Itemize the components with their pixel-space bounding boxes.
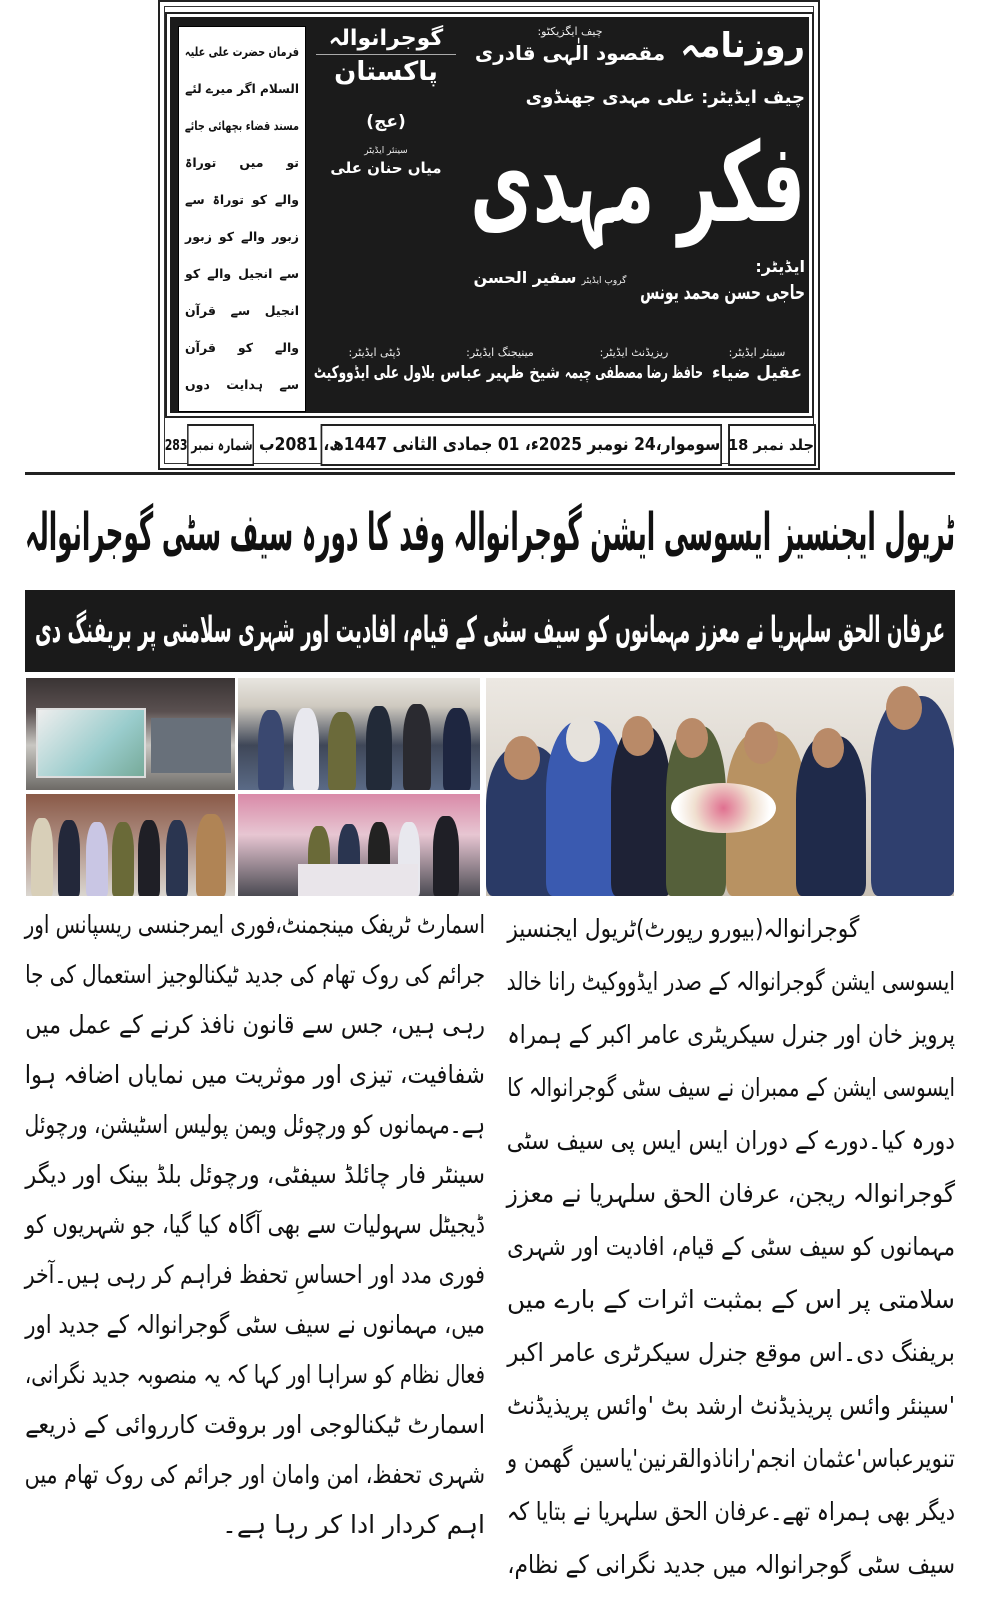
credit-managing-editor — [440, 345, 560, 386]
text-line: سینٹر فار چائلڈ سیفٹی، ورچوئل بلڈ بینک اور دیگر — [25, 1160, 486, 1189]
credit-label: ریزیڈنٹ ایڈیٹر: — [599, 346, 669, 359]
senior-editor-top-name: میاں حنان علی — [330, 159, 442, 177]
quote-line: زبور والے کو زبور — [185, 229, 299, 244]
credit-name: عقیل ضیاء — [711, 363, 803, 383]
text-line: دیگر بھی ہمراہ تھے۔عرفان الحق سلہریا نے بتایا کہ — [506, 1497, 955, 1526]
text-line: اسمارٹ ٹیکنالوجی اور بروقت کارروائی کے ذریعے — [25, 1410, 486, 1439]
monitor-grid — [151, 718, 231, 773]
video-wall-screen — [36, 708, 146, 778]
quote-line: سے ہدایت دوں — [185, 377, 299, 392]
text-line: شفافیت، تیزی اور موثریت میں نمایاں اضافہ ہوا — [24, 1060, 485, 1089]
country: پاکستان — [334, 57, 438, 87]
chief-executive-label: چیف ایگزیکٹو: — [537, 25, 603, 38]
credit-label: مینیجنگ ایڈیٹر: — [466, 346, 534, 359]
subheadline — [35, 590, 945, 672]
chief-executive — [470, 24, 670, 67]
senior-editor-top-label: سینئر ایڈیٹر — [364, 146, 408, 156]
credit-name: شیخ ظہیر عباس — [440, 363, 560, 383]
credit-deputy-editor — [314, 345, 435, 386]
quote-line: تو میں توراۃ — [185, 155, 299, 170]
desk-monitors — [298, 864, 418, 897]
text-line: بریفنگ دی۔اس موقع جنرل سیکرٹری عامر اکبر — [507, 1338, 955, 1367]
text-line: جرائم کی روک تھام کی جدید ٹیکنالوجیز استعمال کی جا — [25, 960, 486, 989]
text-line: سیف سٹی گوجرانوالہ میں جدید نگرانی کے نظام، — [507, 1550, 955, 1579]
location — [316, 24, 456, 89]
volume-number: جلد نمبر 18 — [728, 424, 816, 466]
subheadline-text: عرفان الحق سلہریا نے معزز مہمانوں کو سیف سٹی کے قیام، افادیت اور شہری سلامتی پر بریفنگ دی — [34, 610, 945, 651]
divider — [25, 472, 955, 475]
chief-editor: چیف ایڈیٹر: علی مہدی جھنڈوی — [525, 87, 805, 108]
quote-line: انجیل سے قرآن — [185, 303, 299, 318]
issue-number: شمارہ نمبر 283 — [187, 424, 254, 466]
text-line: ایسوسی ایشن کے ممبران نے سیف سٹی گوجرانوالہ کا — [507, 1073, 955, 1102]
newspaper-title: فکر مہدی — [470, 119, 805, 247]
text-line: ہے۔مہمانوں کو ورچوئل ویمن پولیس اسٹیشن، ورچوئل — [24, 1110, 485, 1139]
headline — [25, 488, 955, 578]
text-line: رہی ہیں، جس سے قانون نافذ کرنے کے عمل میں — [25, 1010, 485, 1039]
daily-label: روزنامہ — [680, 26, 805, 66]
article-column-right — [507, 902, 955, 1591]
text-line: ڈیجیٹل سہولیات سے بھی آگاہ کیا گیا، جو شہریوں کو — [25, 1210, 485, 1239]
text-line: مہمانوں کو سیف سٹی کے قیام، افادیت اور شہری — [507, 1232, 955, 1261]
city: گوجرانوالہ — [316, 24, 456, 55]
chief-executive-name: مقصود الٰہی قادری — [474, 41, 666, 65]
credit-name: حافظ رضا مصطفی چیمہ — [564, 363, 703, 383]
group-editor-label: گروپ ایڈیٹر — [581, 276, 627, 286]
text-line: اسمارٹ ٹریفک مینجمنٹ،فوری ایمرجنسی ریسپانس اور — [24, 910, 486, 939]
text-line: دورہ کیا۔دورے کے دوران ایس ایس پی سیف سٹی — [506, 1126, 955, 1155]
quote-line: فرمان حضرت علی علیہ — [184, 44, 299, 59]
quote-line: والے کو توراۃ سے — [185, 192, 299, 207]
quote-box — [178, 26, 306, 412]
group-editor-name: سفیر الحسن — [473, 268, 577, 287]
text-line: فوری مدد اور احساسِ تحفظ فراہم کر رہی ہیں۔آخر — [24, 1260, 485, 1289]
photo-women-police-station — [237, 793, 481, 897]
text-line: شہری تحفظ، امن وامان اور جرائم کی روک تھام میں — [24, 1460, 485, 1489]
text-line: تنویرعباس'عثمان انجم'راناذوالقرنین'یاسین گھمن و — [506, 1444, 955, 1473]
photo-bouquet-presentation — [485, 677, 955, 897]
text-line: گوجرانوالہ(بیورو رپورٹ)ٹریول ایجنسیز — [507, 914, 860, 943]
quote-line: سے انجیل والے کو — [185, 266, 299, 281]
quote-line: والے کو قرآن — [185, 340, 299, 355]
senior-editor-top — [316, 145, 456, 179]
issue-date: سوموار،24 نومبر 2025ء، 01 جمادی الثانی 1447ھ، 2081ب — [321, 424, 722, 466]
photo-balcony-group — [237, 677, 481, 791]
credit-label: سینئر ایڈیٹر: — [728, 346, 786, 359]
editor-name: حاجی حسن محمد یونس — [640, 280, 805, 304]
group-editor — [470, 265, 630, 291]
quote-line: مسند قضاء بچھائی جائے — [184, 118, 299, 133]
text-line — [25, 1550, 485, 1600]
quote-line: السلام اگر میرے لئے — [185, 81, 299, 96]
text-line: پرویز خان اور جنرل سیکریٹری عامر اکبر کے ہمراہ — [507, 1020, 955, 1049]
article-column-left — [25, 900, 485, 1600]
text-line: میں، مہمانوں نے سیف سٹی گوجرانوالہ کے جدید اور — [25, 1310, 485, 1339]
headline-text: ٹریول ایجنسیز ایسوسی ایشن گوجرانوالہ وفد کا دورہ سیف سٹی گوجرانوالہ — [24, 503, 955, 563]
text-line: ایسوسی ایشن گوجرانوالہ کے صدر ایڈووکیٹ رانا خالد — [506, 967, 955, 996]
title-suffix: (عج) — [366, 112, 406, 132]
credit-resident-editor — [565, 345, 703, 386]
photo-group-flags — [25, 793, 236, 897]
text-line: 'سینئر وائس پریذیڈنٹ ارشد بٹ 'وائس پریذیڈنٹ — [507, 1391, 955, 1420]
flower-bouquet — [671, 783, 776, 833]
text-line: گوجرانوالہ ریجن، عرفان الحق سلہریا نے معزز — [506, 1179, 955, 1208]
text-line: فعال نظام کو سراہا اور کہا کہ یہ منصوبہ جدید نگرانی، — [24, 1360, 485, 1389]
text-line: سلامتی پر اس کے بمثبت اثرات کے بارے میں — [506, 1285, 955, 1314]
credit-name: بلاول علی ایڈووکیٹ — [313, 363, 435, 383]
text-line: اہم کردار ادا کر رہا ہے۔ — [222, 1510, 485, 1539]
credit-label: ڈپٹی ایڈیٹر: — [348, 346, 401, 359]
photo-control-room — [25, 677, 236, 791]
editor — [640, 256, 805, 306]
editor-label: ایڈیٹر: — [755, 257, 805, 276]
credit-senior-editor — [708, 345, 806, 386]
